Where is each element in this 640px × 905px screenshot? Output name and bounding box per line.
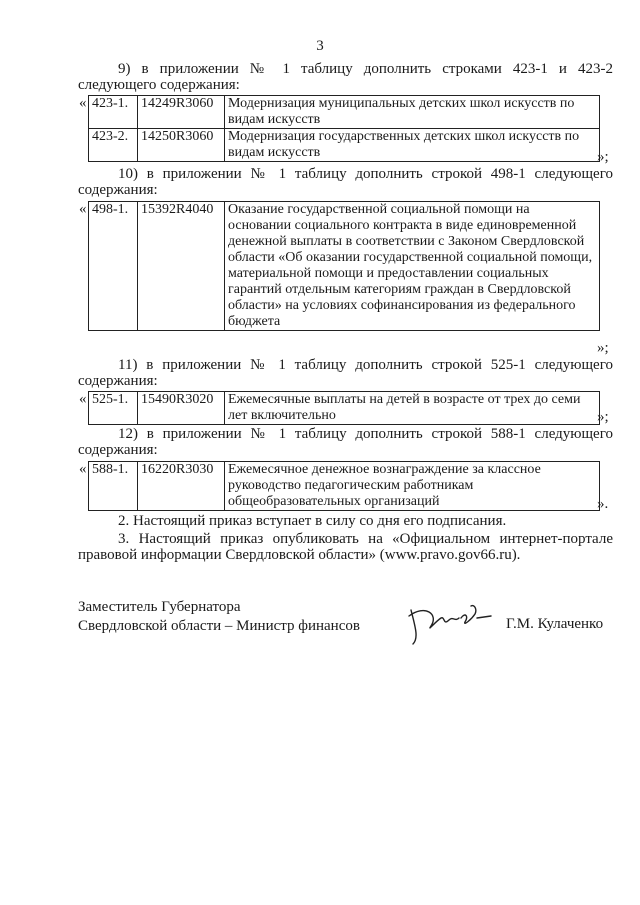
close-quote: »; <box>597 409 609 425</box>
row-text: Оказание государственной социальной помощи на основании социального контракта в виде единовременной денежной выплаты в соответствии с Законом Свердловской области «Об оказании государственной социальной помощи, материальной помощи и предоставлении социальных гарантий отдельным категориям граждан в Свердловской области» на условиях софинансирования из федерального бюджета <box>225 202 600 331</box>
close-quote: ». <box>597 496 609 512</box>
item-11-table <box>88 391 600 425</box>
row-text: Ежемесячное денежное вознаграждение за классное руководство педагогическим работникам общеобразовательных организаций <box>225 462 600 511</box>
row-number: 423-2. <box>89 129 138 162</box>
row-code: 15490R3020 <box>138 392 225 425</box>
signatory-name: Г.М. Кулаченко <box>506 616 604 632</box>
table-row <box>89 202 600 331</box>
row-code: 16220R3030 <box>138 462 225 511</box>
row-number: 525-1. <box>89 392 138 425</box>
signatory-position: Заместитель Губернатора Свердловской области – Министр финансов <box>78 599 360 634</box>
open-quote: « <box>79 95 87 111</box>
handwritten-signature <box>405 596 500 646</box>
table-row <box>89 462 600 511</box>
item-10-intro: 10) в приложении № 1 таблицу дополнить строкой 498-1 следующего содержания: <box>78 166 613 198</box>
row-code: 14249R3060 <box>138 96 225 129</box>
table-row <box>89 129 600 162</box>
item-11-intro: 11) в приложении № 1 таблицу дополнить строкой 525-1 следующего содержания: <box>78 357 613 389</box>
row-code: 14250R3060 <box>138 129 225 162</box>
item-10-table <box>88 201 600 331</box>
item-9-table <box>88 95 600 162</box>
paragraph-3: 3. Настоящий приказ опубликовать на «Официальном интернет-портале правовой информации Свердловской области» (www.pravo.gov66.ru). <box>78 531 613 563</box>
item-9-intro: 9) в приложении № 1 таблицу дополнить строками 423-1 и 423-2 следующего содержания: <box>78 61 613 93</box>
item-12-table <box>88 461 600 511</box>
page-number: 3 <box>316 38 324 54</box>
row-code: 15392R4040 <box>138 202 225 331</box>
row-text: Модернизация муниципальных детских школ искусств по видам искусств <box>225 96 600 129</box>
item-12-intro: 12) в приложении № 1 таблицу дополнить строкой 588-1 следующего содержания: <box>78 426 613 458</box>
close-quote: »; <box>597 340 609 356</box>
row-number: 588-1. <box>89 462 138 511</box>
close-quote: »; <box>597 149 609 165</box>
open-quote: « <box>79 201 87 217</box>
paragraph-2: 2. Настоящий приказ вступает в силу со дня его подписания. <box>118 513 507 529</box>
row-text: Ежемесячные выплаты на детей в возрасте от трех до семи лет включительно <box>225 392 600 425</box>
row-number: 498-1. <box>89 202 138 331</box>
open-quote: « <box>79 461 87 477</box>
open-quote: « <box>79 391 87 407</box>
row-number: 423-1. <box>89 96 138 129</box>
table-row <box>89 392 600 425</box>
table-row <box>89 96 600 129</box>
row-text: Модернизация государственных детских школ искусств по видам искусств <box>225 129 600 162</box>
